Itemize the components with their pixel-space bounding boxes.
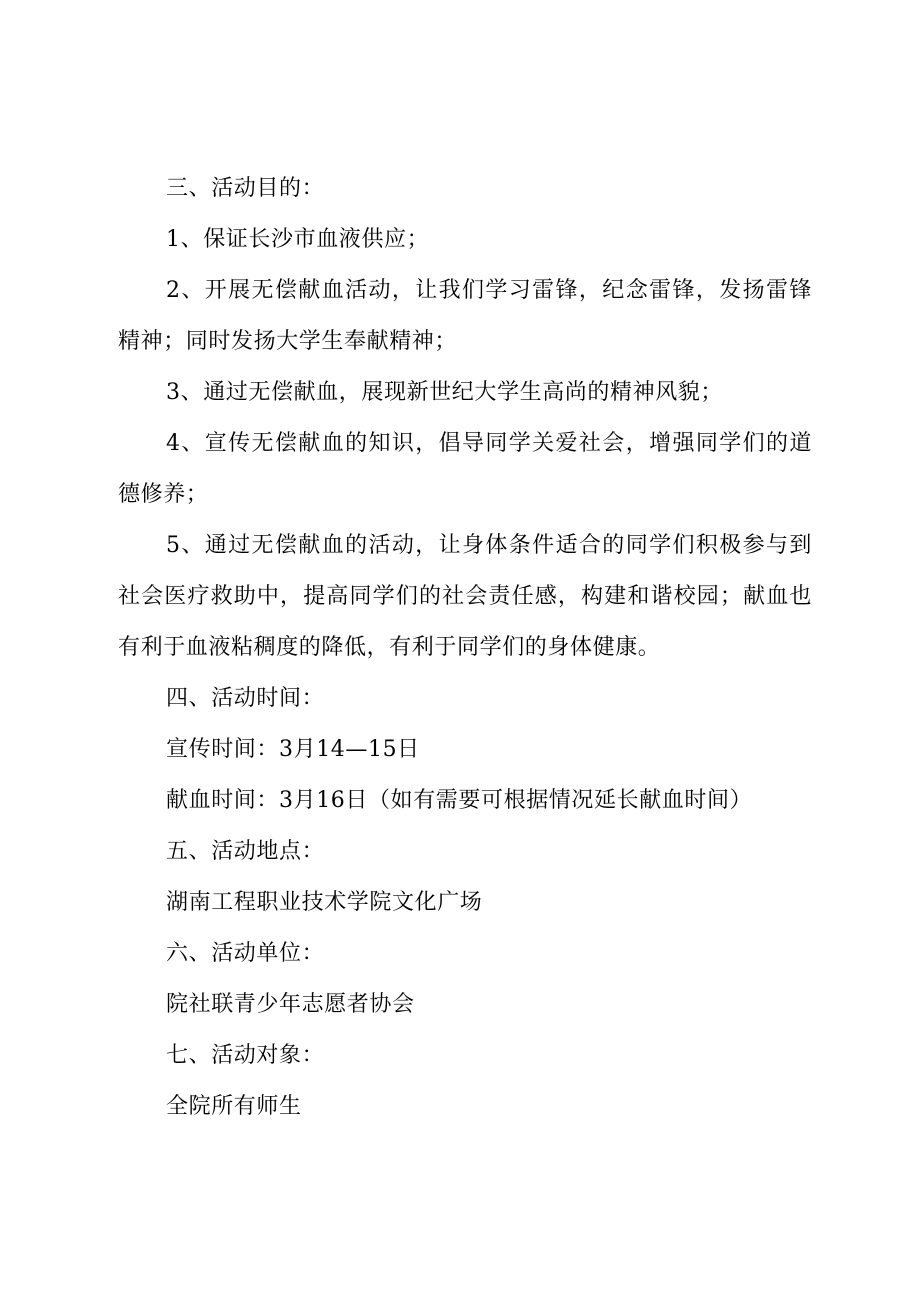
section-heading-purpose: 三、活动目的： [166,176,325,201]
donation-time: 献血时间：3月16日（如有需要可根据情况延长献血时间） [166,788,753,813]
document-body [118,163,812,1132]
organizer-text: 院社联青少年志愿者协会 [166,992,415,1017]
section-heading-organizer: 六、活动单位： [166,941,325,966]
section-heading-location: 五、活动地点： [166,839,325,864]
location-text: 湖南工程职业技术学院文化广场 [166,890,483,915]
purpose-item-3: 3、通过无偿献血，展现新世纪大学生高尚的精神风貌； [166,380,723,405]
section-heading-audience: 七、活动对象： [166,1043,325,1068]
purpose-item-1: 1、保证长沙市血液供应； [166,227,430,252]
section-heading-time: 四、活动时间： [166,686,325,711]
purpose-item-4: 4、宣传无偿献血的知识，倡导同学关爱社会，增强同学们的道德修养； [118,431,812,507]
promotion-time: 宣传时间：3月14—15日 [166,737,420,762]
audience-text: 全院所有师生 [166,1094,302,1119]
purpose-item-2: 2、开展无偿献血活动，让我们学习雷锋，纪念雷锋，发扬雷锋精神；同时发扬大学生奉献精神； [118,278,812,354]
purpose-item-5: 5、通过无偿献血的活动，让身体条件适合的同学们积极参与到社会医疗救助中，提高同学们的社会责任感，构建和谐校园；献血也有利于血液粘稠度的降低，有利于同学们的身体健康。 [118,533,812,660]
